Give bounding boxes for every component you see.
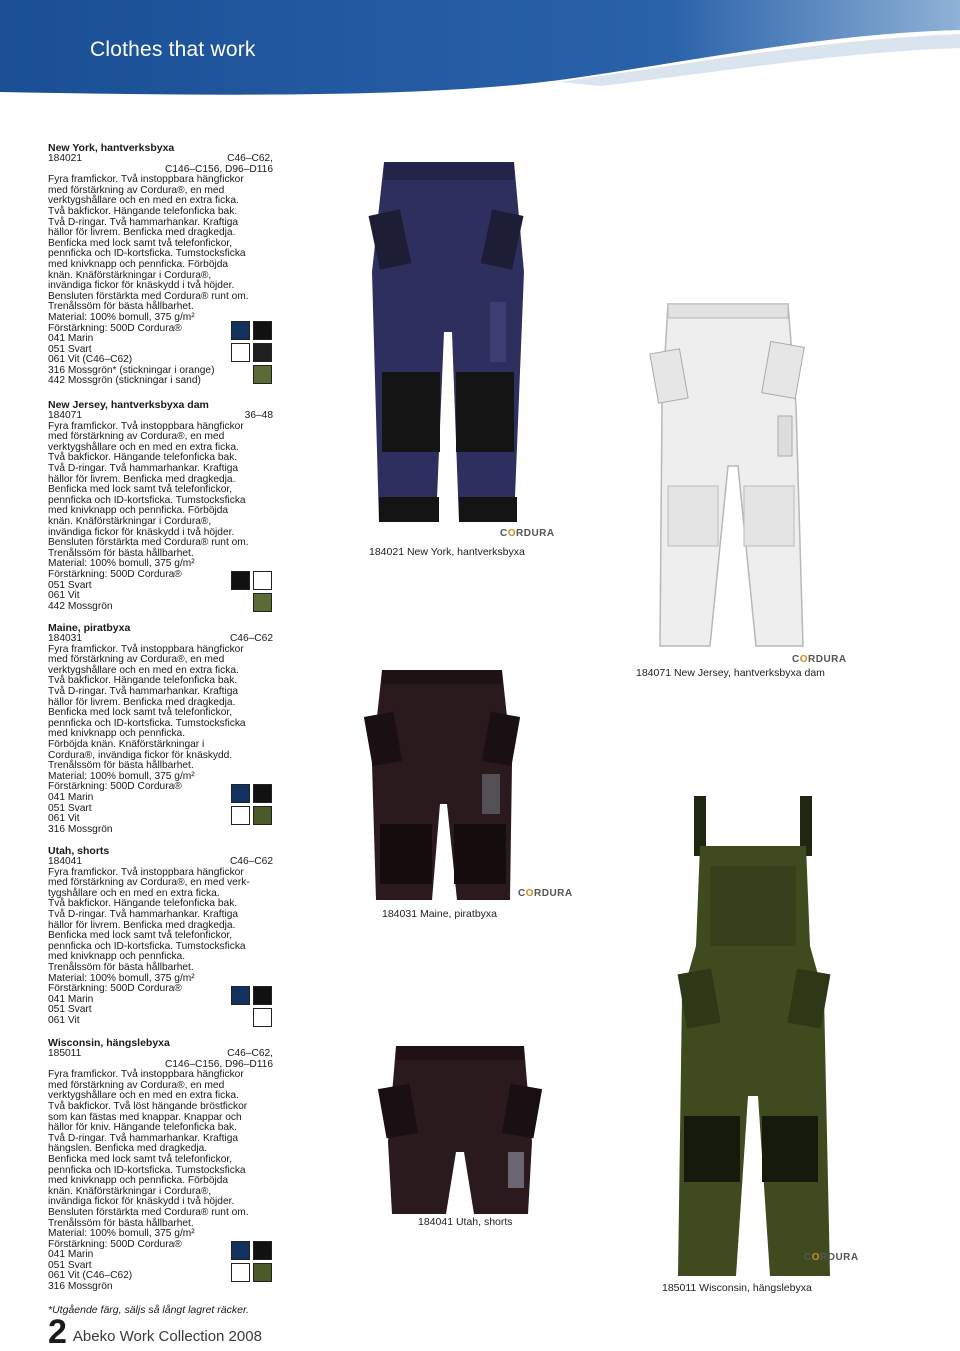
caption-utah: 184041 Utah, shorts — [418, 1216, 513, 1228]
color-item: 041 Marin — [48, 993, 94, 1005]
color-list — [48, 793, 273, 835]
logo-text: RDURA — [516, 528, 555, 539]
color-item: 051 Svart — [48, 802, 92, 814]
color-item: 061 Vit — [48, 1014, 80, 1026]
product-wisconsin — [48, 1038, 273, 1293]
footnote: *Utgående färg, säljs så långt lagret räcker. — [48, 1304, 249, 1316]
product-sizes: C46–C62, — [227, 1048, 273, 1059]
color-swatch — [231, 571, 250, 590]
color-item: 061 Vit — [48, 813, 80, 825]
product-sizes-extra: C146–C156, D96–D116 — [165, 1058, 273, 1070]
caption-new-york: 184021 New York, hantverksbyxa — [369, 546, 525, 558]
product-maine — [48, 623, 273, 835]
color-item: 061 Vit — [48, 590, 80, 602]
product-new-york — [48, 143, 273, 387]
cordura-logo — [500, 528, 555, 539]
color-swatch — [231, 784, 250, 803]
logo-text: O — [525, 888, 535, 899]
color-swatch — [253, 321, 272, 340]
product-sizes-extra: C146–C156, D96–D116 — [165, 163, 273, 175]
color-item: 051 Svart — [48, 1004, 92, 1016]
product-new-jersey — [48, 400, 273, 612]
maine-trousers-image — [362, 664, 522, 904]
product-name: Wisconsin, hängslebyxa — [48, 1037, 170, 1049]
caption-wisconsin: 185011 Wisconsin, hängslebyxa — [662, 1282, 812, 1294]
caption-new-jersey: 184071 New Jersey, hantverksbyxa dam — [636, 667, 825, 679]
cordura-logo — [518, 888, 573, 899]
logo-text: RDURA — [534, 888, 573, 899]
product-code-row — [48, 154, 273, 165]
color-swatch — [231, 321, 250, 340]
color-list — [48, 995, 273, 1027]
product-name: Utah, shorts — [48, 845, 110, 857]
logo-text: RDURA — [820, 1252, 859, 1263]
color-item: 041 Marin — [48, 1249, 94, 1261]
product-code: 184021 — [48, 153, 82, 164]
color-swatch — [253, 986, 272, 1005]
color-list — [48, 1250, 273, 1292]
color-swatch — [253, 365, 272, 384]
product-description: Fyra framfickor. Två instoppbara hängfickor med förstärkning av Cordura®, en med verk- tygshållare och en med en extra ficka. Två bakfickor. Hängande telefonficka bak. Två D-ringar. Två hammarhankar. Kraftiga hällor för livrem. Benficka med dragkedja. Benficka med lock samt två telefonfickor, pennficka och ID-kortsficka. Tumstocksficka med knivknapp och pennficka. Trenålssöm för bästa hållbarhet. Material: 100% bomull, 375 g/m² Förstärkning: 500D Cordura® — [48, 866, 250, 995]
color-swatch — [253, 1008, 272, 1027]
color-swatch — [253, 1241, 272, 1260]
product-description: Fyra framfickor. Två instoppbara hängfickor med förstärkning av Cordura®, en med verktygshållare och en med en extra ficka. Två bakfickor. Hängande telefonficka bak. Två D-ringar. Två hammarhankar. Kraftiga hällor för livrem. Benficka med dragkedja. Benficka med lock samt två telefonfickor, pennficka och ID-kortsficka. Tumstocksficka med knivknapp och pennficka. Förböjda knän. Knäförstärkningar i Cordura®, invändiga fickor för knäskydd i två höjder. Bensluten förstärkta med Cordura® runt om. Trenålssöm för bästa hållbarhet. Material: 100% bomull, 375 g/m² Förstärkning: 500D Cordura® — [48, 420, 249, 580]
color-swatch — [253, 806, 272, 825]
product-name: Maine, piratbyxa — [48, 622, 131, 634]
logo-text: O — [799, 654, 809, 665]
color-swatch — [253, 343, 272, 362]
logo-text: O — [507, 528, 517, 539]
product-code: 184041 — [48, 856, 82, 867]
product-sizes: 36–48 — [244, 410, 273, 421]
cordura-logo — [792, 654, 847, 665]
product-description: Fyra framfickor. Två instoppbara hängfickor med förstärkning av Cordura®, en med verktygshållare och en med en extra ficka. Två bakfickor. Hängande telefonficka bak. Två D-ringar. Två hammarhankar. Kraftiga hällor för livrem. Benficka med dragkedja. Benficka med lock samt två telefonfickor, pennficka och ID-kortsficka. Tumstocksficka med knivknapp och pennficka. Förböjda knän. Knäförstärkningar i Cordura®, invändiga fickor för knäskydd i två höjder. Bensluten förstärkta med Cordura® runt om. Trenålssöm för bästa hållbarhet. Material: 100% bomull, 375 g/m² Förstärkning: 500D Cordura® — [48, 174, 249, 334]
logo-text: C — [792, 654, 800, 665]
new-york-trousers-image — [364, 152, 534, 532]
logo-text: C — [804, 1252, 812, 1263]
logo-text: C — [500, 528, 508, 539]
color-item: 051 Svart — [48, 343, 92, 355]
footer-text: Abeko Work Collection 2008 — [72, 1328, 262, 1345]
product-code: 184031 — [48, 633, 82, 644]
color-swatch — [253, 593, 272, 612]
color-item: 041 Marin — [48, 791, 94, 803]
color-swatch — [253, 571, 272, 590]
utah-shorts-image — [378, 1042, 542, 1218]
color-swatch — [231, 1263, 250, 1282]
page-number: 2 — [48, 1313, 67, 1351]
page-title: Clothes that work — [90, 38, 256, 61]
color-item: 316 Mossgrön — [48, 1281, 113, 1293]
color-swatch — [253, 1263, 272, 1282]
color-swatch — [253, 784, 272, 803]
product-description: Fyra framfickor. Två instoppbara hängfickor med förstärkning av Cordura®, en med verktygshållare och en med en extra ficka. Två bakfickor. Hängande telefonficka bak. Två D-ringar. Två hammarhankar. Kraftiga hällor för livrem. Benficka med dragkedja. Benficka med lock samt två telefonfickor, pennficka och ID-kortsficka. Tumstocksficka med knivknapp och pennficka. Förböjda knän. Knäförstärkningar i Cordura®, invändiga fickor för knäskydd. Trenålssöm för bästa hållbarhet. Material: 100% bomull, 375 g/m² Förstärkning: 500D Cordura® — [48, 643, 246, 793]
color-item: 442 Mossgrön (stickningar i sand) — [48, 375, 201, 387]
product-code-row — [48, 411, 273, 422]
color-swatch — [231, 1241, 250, 1260]
color-item: 041 Marin — [48, 333, 94, 345]
color-item: 051 Svart — [48, 1259, 92, 1271]
product-name: New Jersey, hantverksbyxa dam — [48, 399, 209, 411]
new-jersey-trousers-image — [648, 296, 816, 656]
product-name: New York, hantverksbyxa — [48, 142, 175, 154]
logo-text: O — [811, 1252, 821, 1263]
product-code-row — [48, 634, 273, 645]
page-footer — [48, 1313, 262, 1351]
product-sizes: C46–C62, — [227, 153, 273, 164]
product-utah — [48, 846, 273, 1027]
product-sizes: C46–C62 — [229, 633, 273, 644]
color-list — [48, 581, 273, 613]
color-item: 061 Vit (C46–C62) — [48, 354, 133, 366]
product-code-row — [48, 857, 273, 868]
color-item: 061 Vit (C46–C62) — [48, 1270, 133, 1282]
color-list — [48, 334, 273, 387]
color-item: 051 Svart — [48, 579, 92, 591]
color-swatch — [231, 343, 250, 362]
product-sizes: C46–C62 — [229, 856, 273, 867]
header-banner — [0, 0, 960, 100]
color-item: 316 Mossgrön — [48, 823, 113, 835]
logo-text: C — [518, 888, 526, 899]
product-description: Fyra framfickor. Två instoppbara hängfickor med förstärkning av Cordura®, en med verktygshållare och en med en extra ficka. Två bakfickor. Två löst hängande bröstfickor som kan fästas med knappar. Knappar och hällor för kniv. Hängande telefonficka bak. Två D-ringar. Två hammarhankar. Kraftiga hängslen. Benficka med dragkedja. Benficka med lock samt två telefonfickor, pennficka och ID-kortsficka. Tumstocksficka med knivknapp och pennficka. Förböjda knän. Knäförstärkningar i Cordura®, invändiga fickor för knäskydd i två höjder. Bensluten förstärkta med Cordura® runt om. Trenålssöm för bästa hållbarhet. Material: 100% bomull, 375 g/m² Förstärkning: 500D Cordura® — [48, 1069, 249, 1250]
wisconsin-overalls-image — [660, 796, 846, 1282]
color-swatch — [231, 986, 250, 1005]
cordura-logo — [804, 1252, 859, 1263]
product-code: 185011 — [48, 1048, 82, 1059]
caption-maine: 184031 Maine, piratbyxa — [382, 908, 497, 920]
color-swatch — [231, 806, 250, 825]
logo-text: RDURA — [808, 654, 847, 665]
product-code: 184071 — [48, 410, 82, 421]
color-item: 316 Mossgrön* (stickningar i orange) — [48, 364, 215, 376]
color-item: 442 Mossgrön — [48, 600, 113, 612]
product-code-row — [48, 1049, 273, 1060]
